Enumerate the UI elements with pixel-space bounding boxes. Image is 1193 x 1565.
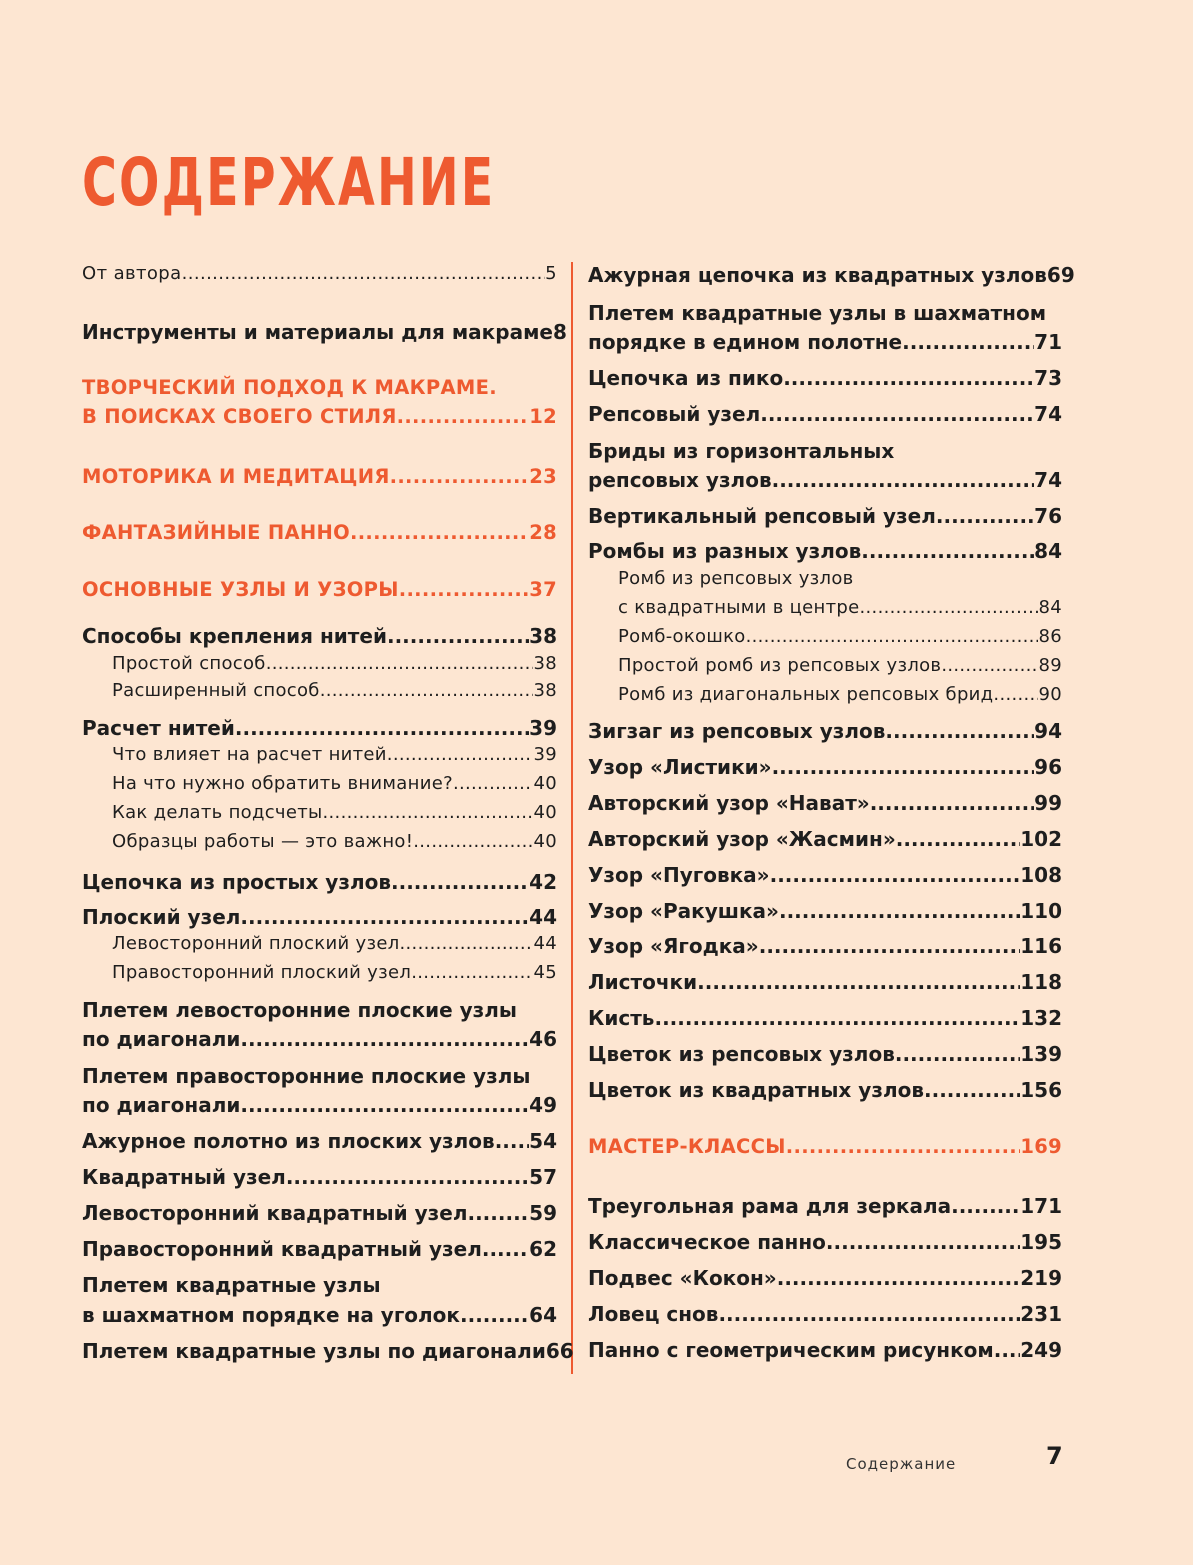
toc-entry-page-number: 66 bbox=[545, 1339, 574, 1363]
toc-entry-title: Панно с геометрическим рисунком bbox=[588, 1338, 994, 1362]
dot-leader bbox=[391, 870, 529, 894]
toc-entry[interactable] bbox=[588, 970, 1062, 994]
toc-entry[interactable] bbox=[588, 504, 1062, 528]
toc-entry[interactable] bbox=[588, 1338, 1062, 1362]
toc-entry[interactable] bbox=[588, 1230, 1062, 1254]
toc-entry[interactable] bbox=[82, 1027, 557, 1051]
toc-entry-page-number: 28 bbox=[529, 521, 557, 544]
toc-entry-page-number: 40 bbox=[533, 831, 557, 852]
dot-leader bbox=[460, 1303, 529, 1327]
toc-entry-title: Кисть bbox=[588, 1006, 655, 1030]
toc-entry-title: ОСНОВНЫЕ УЗЛЫ И УЗОРЫ bbox=[82, 578, 399, 601]
dot-leader bbox=[411, 962, 533, 983]
toc-entry-title: по диагонали bbox=[82, 1093, 241, 1117]
toc-entry[interactable] bbox=[82, 716, 557, 740]
toc-entry-title: Правосторонний плоский узел bbox=[112, 962, 412, 983]
dot-leader bbox=[495, 1129, 529, 1153]
dot-leader bbox=[286, 1165, 529, 1189]
dot-leader bbox=[413, 831, 533, 852]
toc-entry[interactable] bbox=[82, 1237, 557, 1261]
toc-entry-title: в шахматном порядке на уголок bbox=[82, 1303, 460, 1327]
toc-entry-first-line: Плетем правосторонние плоские узлы bbox=[82, 1064, 531, 1088]
toc-entry-page-number: 219 bbox=[1020, 1266, 1062, 1290]
dot-leader bbox=[885, 719, 1034, 743]
toc-entry-page-number: 110 bbox=[1020, 899, 1062, 923]
toc-entry-title: Ромб-окошко bbox=[618, 626, 746, 647]
toc-entry[interactable] bbox=[588, 934, 1062, 958]
toc-entry-page-number: 156 bbox=[1020, 1078, 1062, 1102]
dot-leader bbox=[467, 1201, 529, 1225]
toc-entry-page-number: 139 bbox=[1020, 1042, 1062, 1066]
toc-entry-page-number: 96 bbox=[1034, 755, 1062, 779]
toc-entry-title: Ловец снов bbox=[588, 1302, 719, 1326]
toc-entry-page-number: 90 bbox=[1038, 684, 1062, 705]
toc-entry[interactable] bbox=[82, 1339, 574, 1363]
dot-leader bbox=[993, 684, 1038, 705]
toc-entry-title: ФАНТАЗИЙНЫЕ ПАННО bbox=[82, 521, 350, 544]
toc-entry-page-number: 74 bbox=[1034, 468, 1062, 492]
toc-entry-title: Узор «Ягодка» bbox=[588, 934, 759, 958]
toc-entry-page-number: 71 bbox=[1034, 330, 1062, 354]
dot-leader bbox=[350, 521, 529, 544]
toc-entry[interactable] bbox=[588, 539, 1062, 563]
toc-entry-page-number: 64 bbox=[529, 1303, 557, 1327]
toc-entry-title: Способы крепления нитей bbox=[82, 624, 387, 648]
toc-entry-page-number: 39 bbox=[529, 716, 557, 740]
toc-entry[interactable] bbox=[82, 521, 557, 544]
dot-leader bbox=[770, 863, 1021, 887]
dot-leader bbox=[718, 1302, 1020, 1326]
toc-entry-page-number: 84 bbox=[1034, 539, 1062, 563]
toc-entry[interactable] bbox=[82, 320, 567, 344]
dot-leader bbox=[941, 655, 1038, 676]
dot-leader bbox=[759, 934, 1021, 958]
dot-leader bbox=[654, 1006, 1020, 1030]
toc-entry[interactable] bbox=[82, 465, 557, 488]
dot-leader bbox=[870, 791, 1034, 815]
toc-entry-first-line: Бриды из горизонтальных bbox=[588, 439, 895, 463]
dot-leader bbox=[387, 744, 534, 765]
toc-entry[interactable] bbox=[82, 263, 557, 284]
toc-entry[interactable] bbox=[112, 680, 557, 701]
toc-entry-page-number: 171 bbox=[1020, 1194, 1062, 1218]
toc-entry-title: Плоский узел bbox=[82, 905, 241, 929]
toc-entry[interactable] bbox=[112, 653, 557, 674]
toc-entry-first-line: Плетем квадратные узлы в шахматном bbox=[588, 301, 1047, 325]
column-divider bbox=[571, 262, 573, 1374]
toc-entry-page-number: 169 bbox=[1020, 1135, 1062, 1158]
running-footer-label: Содержание bbox=[846, 1455, 957, 1473]
toc-entry-title: Цепочка из пико bbox=[588, 366, 784, 390]
toc-entry-page-number: 116 bbox=[1020, 934, 1062, 958]
dot-leader bbox=[235, 716, 529, 740]
toc-entry[interactable] bbox=[82, 1303, 557, 1327]
toc-entry-page-number: 57 bbox=[529, 1165, 557, 1189]
toc-entry[interactable] bbox=[588, 1194, 1062, 1218]
toc-entry[interactable] bbox=[112, 773, 557, 794]
toc-entry-title: Треугольная рама для зеркала bbox=[588, 1194, 952, 1218]
toc-entry[interactable] bbox=[588, 863, 1062, 887]
dot-leader bbox=[397, 405, 530, 428]
page-title: СОДЕРЖАНИЕ bbox=[82, 144, 496, 221]
toc-entry-page-number: 69 bbox=[1046, 263, 1075, 287]
toc-entry[interactable] bbox=[82, 624, 557, 648]
toc-entry-page-number: 73 bbox=[1034, 366, 1062, 390]
toc-entry[interactable] bbox=[588, 791, 1062, 815]
toc-entry[interactable] bbox=[588, 755, 1062, 779]
toc-entry-page-number: 37 bbox=[529, 578, 557, 601]
dot-leader bbox=[266, 653, 534, 674]
toc-entry[interactable] bbox=[588, 402, 1062, 426]
dot-leader bbox=[902, 330, 1034, 354]
toc-entry-page-number: 12 bbox=[529, 405, 557, 428]
toc-entry-title: Ромб из диагональных репсовых брид bbox=[618, 684, 994, 705]
toc-entry-first-line: Плетем квадратные узлы bbox=[82, 1273, 381, 1297]
toc-entry[interactable] bbox=[112, 831, 557, 852]
toc-entry-first-line: ТВОРЧЕСКИЙ ПОДХОД К МАКРАМЕ. bbox=[82, 376, 497, 399]
toc-entry-page-number: 102 bbox=[1020, 827, 1062, 851]
toc-entry[interactable] bbox=[588, 1135, 1062, 1158]
toc-entry-page-number: 62 bbox=[529, 1237, 557, 1261]
dot-leader bbox=[779, 899, 1020, 923]
toc-entry-page-number: 231 bbox=[1020, 1302, 1062, 1326]
toc-entry-page-number: 86 bbox=[1038, 626, 1062, 647]
dot-leader bbox=[387, 624, 529, 648]
toc-entry[interactable] bbox=[82, 405, 557, 428]
dot-leader bbox=[896, 827, 1021, 851]
toc-entry-page-number: 99 bbox=[1034, 791, 1062, 815]
toc-entry[interactable] bbox=[82, 578, 557, 601]
toc-entry[interactable] bbox=[588, 1078, 1062, 1102]
toc-entry-title: Плетем квадратные узлы по диагонали bbox=[82, 1339, 546, 1363]
toc-entry-page-number: 54 bbox=[529, 1129, 557, 1153]
toc-entry[interactable] bbox=[112, 933, 557, 954]
toc-entry-title: Классическое панно bbox=[588, 1230, 826, 1254]
toc-entry-page-number: 5 bbox=[545, 263, 557, 284]
toc-entry-page-number: 74 bbox=[1034, 402, 1062, 426]
toc-entry-page-number: 49 bbox=[529, 1093, 557, 1117]
toc-entry[interactable] bbox=[82, 1201, 557, 1225]
toc-entry-title: Цветок из репсовых узлов bbox=[588, 1042, 895, 1066]
toc-entry-title: Простой ромб из репсовых узлов bbox=[618, 655, 942, 676]
dot-leader bbox=[760, 402, 1034, 426]
dot-leader bbox=[924, 1078, 1020, 1102]
toc-entry-page-number: 59 bbox=[529, 1201, 557, 1225]
toc-entry[interactable] bbox=[588, 827, 1062, 851]
toc-entry-page-number: 94 bbox=[1034, 719, 1062, 743]
toc-entry[interactable] bbox=[112, 962, 557, 983]
toc-entry[interactable] bbox=[618, 655, 1062, 676]
dot-leader bbox=[482, 1237, 529, 1261]
toc-entry[interactable] bbox=[618, 626, 1062, 647]
toc-entry-page-number: 132 bbox=[1020, 1006, 1062, 1030]
toc-entry-title: Образцы работы — это важно! bbox=[112, 831, 414, 852]
dot-leader bbox=[746, 626, 1039, 647]
toc-entry-title: Расчет нитей bbox=[82, 716, 235, 740]
toc-entry-title: Подвес «Кокон» bbox=[588, 1266, 777, 1290]
toc-entry-title: От автора bbox=[82, 263, 182, 284]
toc-entry-title: Ажурное полотно из плоских узлов bbox=[82, 1129, 495, 1153]
dot-leader bbox=[783, 366, 1034, 390]
dot-leader bbox=[240, 1093, 529, 1117]
toc-entry-title: Листочки bbox=[588, 970, 698, 994]
toc-entry-title: Левосторонний плоский узел bbox=[112, 933, 400, 954]
toc-entry-page-number: 84 bbox=[1038, 597, 1062, 618]
toc-entry-page-number: 249 bbox=[1020, 1338, 1062, 1362]
dot-leader bbox=[936, 504, 1034, 528]
toc-entry-page-number: 46 bbox=[529, 1027, 557, 1051]
toc-entry-title: Узор «Пуговка» bbox=[588, 863, 770, 887]
toc-entry-page-number: 44 bbox=[529, 905, 557, 929]
dot-leader bbox=[895, 1042, 1020, 1066]
toc-entry-page-number: 195 bbox=[1020, 1230, 1062, 1254]
dot-leader bbox=[182, 263, 546, 284]
toc-entry-title: МАСТЕР-КЛАССЫ bbox=[588, 1135, 786, 1158]
toc-entry-title: Правосторонний квадратный узел bbox=[82, 1237, 482, 1261]
toc-entry[interactable] bbox=[618, 597, 1062, 618]
toc-entry-title: В ПОИСКАХ СВОЕГО СТИЛЯ bbox=[82, 405, 397, 428]
toc-entry[interactable] bbox=[112, 802, 557, 823]
dot-leader bbox=[861, 539, 1034, 563]
dot-leader bbox=[240, 905, 529, 929]
dot-leader bbox=[453, 773, 534, 794]
toc-entry-title: репсовых узлов bbox=[588, 468, 772, 492]
dot-leader bbox=[994, 1338, 1021, 1362]
toc-entry[interactable] bbox=[112, 744, 557, 765]
toc-entry-title: Квадратный узел bbox=[82, 1165, 286, 1189]
toc-entry-title: Авторский узор «Нават» bbox=[588, 791, 870, 815]
dot-leader bbox=[697, 970, 1020, 994]
dot-leader bbox=[240, 1027, 529, 1051]
toc-entry[interactable] bbox=[82, 1093, 557, 1117]
toc-entry-page-number: 118 bbox=[1020, 970, 1062, 994]
toc-entry-page-number: 76 bbox=[1034, 504, 1062, 528]
toc-entry-title: Репсовый узел bbox=[588, 402, 761, 426]
toc-entry-first-line: Плетем левосторонние плоские узлы bbox=[82, 998, 518, 1022]
toc-entry-page-number: 38 bbox=[533, 680, 557, 701]
dot-leader bbox=[390, 465, 530, 488]
dot-leader bbox=[951, 1194, 1020, 1218]
toc-entry-title: Вертикальный репсовый узел bbox=[588, 504, 936, 528]
dot-leader bbox=[320, 680, 534, 701]
toc-entry-title: по диагонали bbox=[82, 1027, 241, 1051]
toc-entry[interactable] bbox=[588, 1266, 1062, 1290]
toc-entry-page-number: 40 bbox=[533, 802, 557, 823]
dot-leader bbox=[860, 597, 1039, 618]
toc-entry[interactable] bbox=[82, 870, 557, 894]
toc-entry-title: Инструменты и материалы для макраме bbox=[82, 320, 553, 344]
dot-leader bbox=[399, 578, 530, 601]
dot-leader bbox=[772, 755, 1035, 779]
toc-entry[interactable] bbox=[588, 899, 1062, 923]
toc-entry[interactable] bbox=[588, 1042, 1062, 1066]
toc-entry[interactable] bbox=[82, 905, 557, 929]
toc-entry[interactable] bbox=[82, 1129, 557, 1153]
toc-entry[interactable] bbox=[588, 366, 1062, 390]
toc-entry-page-number: 38 bbox=[529, 624, 557, 648]
toc-entry-title: Что влияет на расчет нитей bbox=[112, 744, 387, 765]
toc-entry-title: Левосторонний квадратный узел bbox=[82, 1201, 468, 1225]
toc-entry-page-number: 45 bbox=[533, 962, 557, 983]
toc-entry-first-line: Ромб из репсовых узлов bbox=[618, 568, 854, 589]
toc-entry-title: Узор «Листики» bbox=[588, 755, 772, 779]
toc-entry-title: Цветок из квадратных узлов bbox=[588, 1078, 924, 1102]
toc-entry[interactable] bbox=[82, 1165, 557, 1189]
toc-entry[interactable] bbox=[588, 1302, 1062, 1326]
toc-entry-title: Как делать подсчеты bbox=[112, 802, 323, 823]
toc-entry[interactable] bbox=[588, 263, 1075, 287]
toc-entry[interactable] bbox=[588, 719, 1062, 743]
toc-entry-title: Расширенный способ bbox=[112, 680, 320, 701]
toc-entry-title: Простой способ bbox=[112, 653, 266, 674]
toc-entry-page-number: 42 bbox=[529, 870, 557, 894]
toc-entry-title: МОТОРИКА И МЕДИТАЦИЯ bbox=[82, 465, 390, 488]
toc-entry-title: Цепочка из простых узлов bbox=[82, 870, 392, 894]
toc-entry[interactable] bbox=[588, 1006, 1062, 1030]
toc-entry-page-number: 8 bbox=[552, 320, 567, 344]
toc-entry-page-number: 44 bbox=[533, 933, 557, 954]
dot-leader bbox=[777, 1266, 1021, 1290]
toc-entry-page-number: 89 bbox=[1038, 655, 1062, 676]
dot-leader bbox=[786, 1135, 1021, 1158]
toc-entry-title: Узор «Ракушка» bbox=[588, 899, 779, 923]
dot-leader bbox=[323, 802, 534, 823]
toc-entry-page-number: 108 bbox=[1020, 863, 1062, 887]
dot-leader bbox=[826, 1230, 1020, 1254]
toc-entry-title: На что нужно обратить внимание? bbox=[112, 773, 453, 794]
toc-entry-title: Авторский узор «Жасмин» bbox=[588, 827, 896, 851]
toc-entry[interactable] bbox=[588, 468, 1062, 492]
toc-entry-page-number: 40 bbox=[533, 773, 557, 794]
toc-entry-title: Зигзаг из репсовых узлов bbox=[588, 719, 886, 743]
page-number: 7 bbox=[1046, 1442, 1063, 1470]
toc-entry-title: Ажурная цепочка из квадратных узлов bbox=[588, 263, 1047, 287]
toc-entry-page-number: 23 bbox=[529, 465, 557, 488]
toc-entry-page-number: 39 bbox=[533, 744, 557, 765]
dot-leader bbox=[400, 933, 534, 954]
toc-entry-title: порядке в едином полотне bbox=[588, 330, 903, 354]
toc-entry-title: Ромбы из разных узлов bbox=[588, 539, 862, 563]
dot-leader bbox=[772, 468, 1035, 492]
toc-entry[interactable] bbox=[588, 330, 1062, 354]
toc-entry[interactable] bbox=[618, 684, 1062, 705]
toc-entry-page-number: 38 bbox=[533, 653, 557, 674]
toc-entry-title: с квадратными в центре bbox=[618, 597, 860, 618]
